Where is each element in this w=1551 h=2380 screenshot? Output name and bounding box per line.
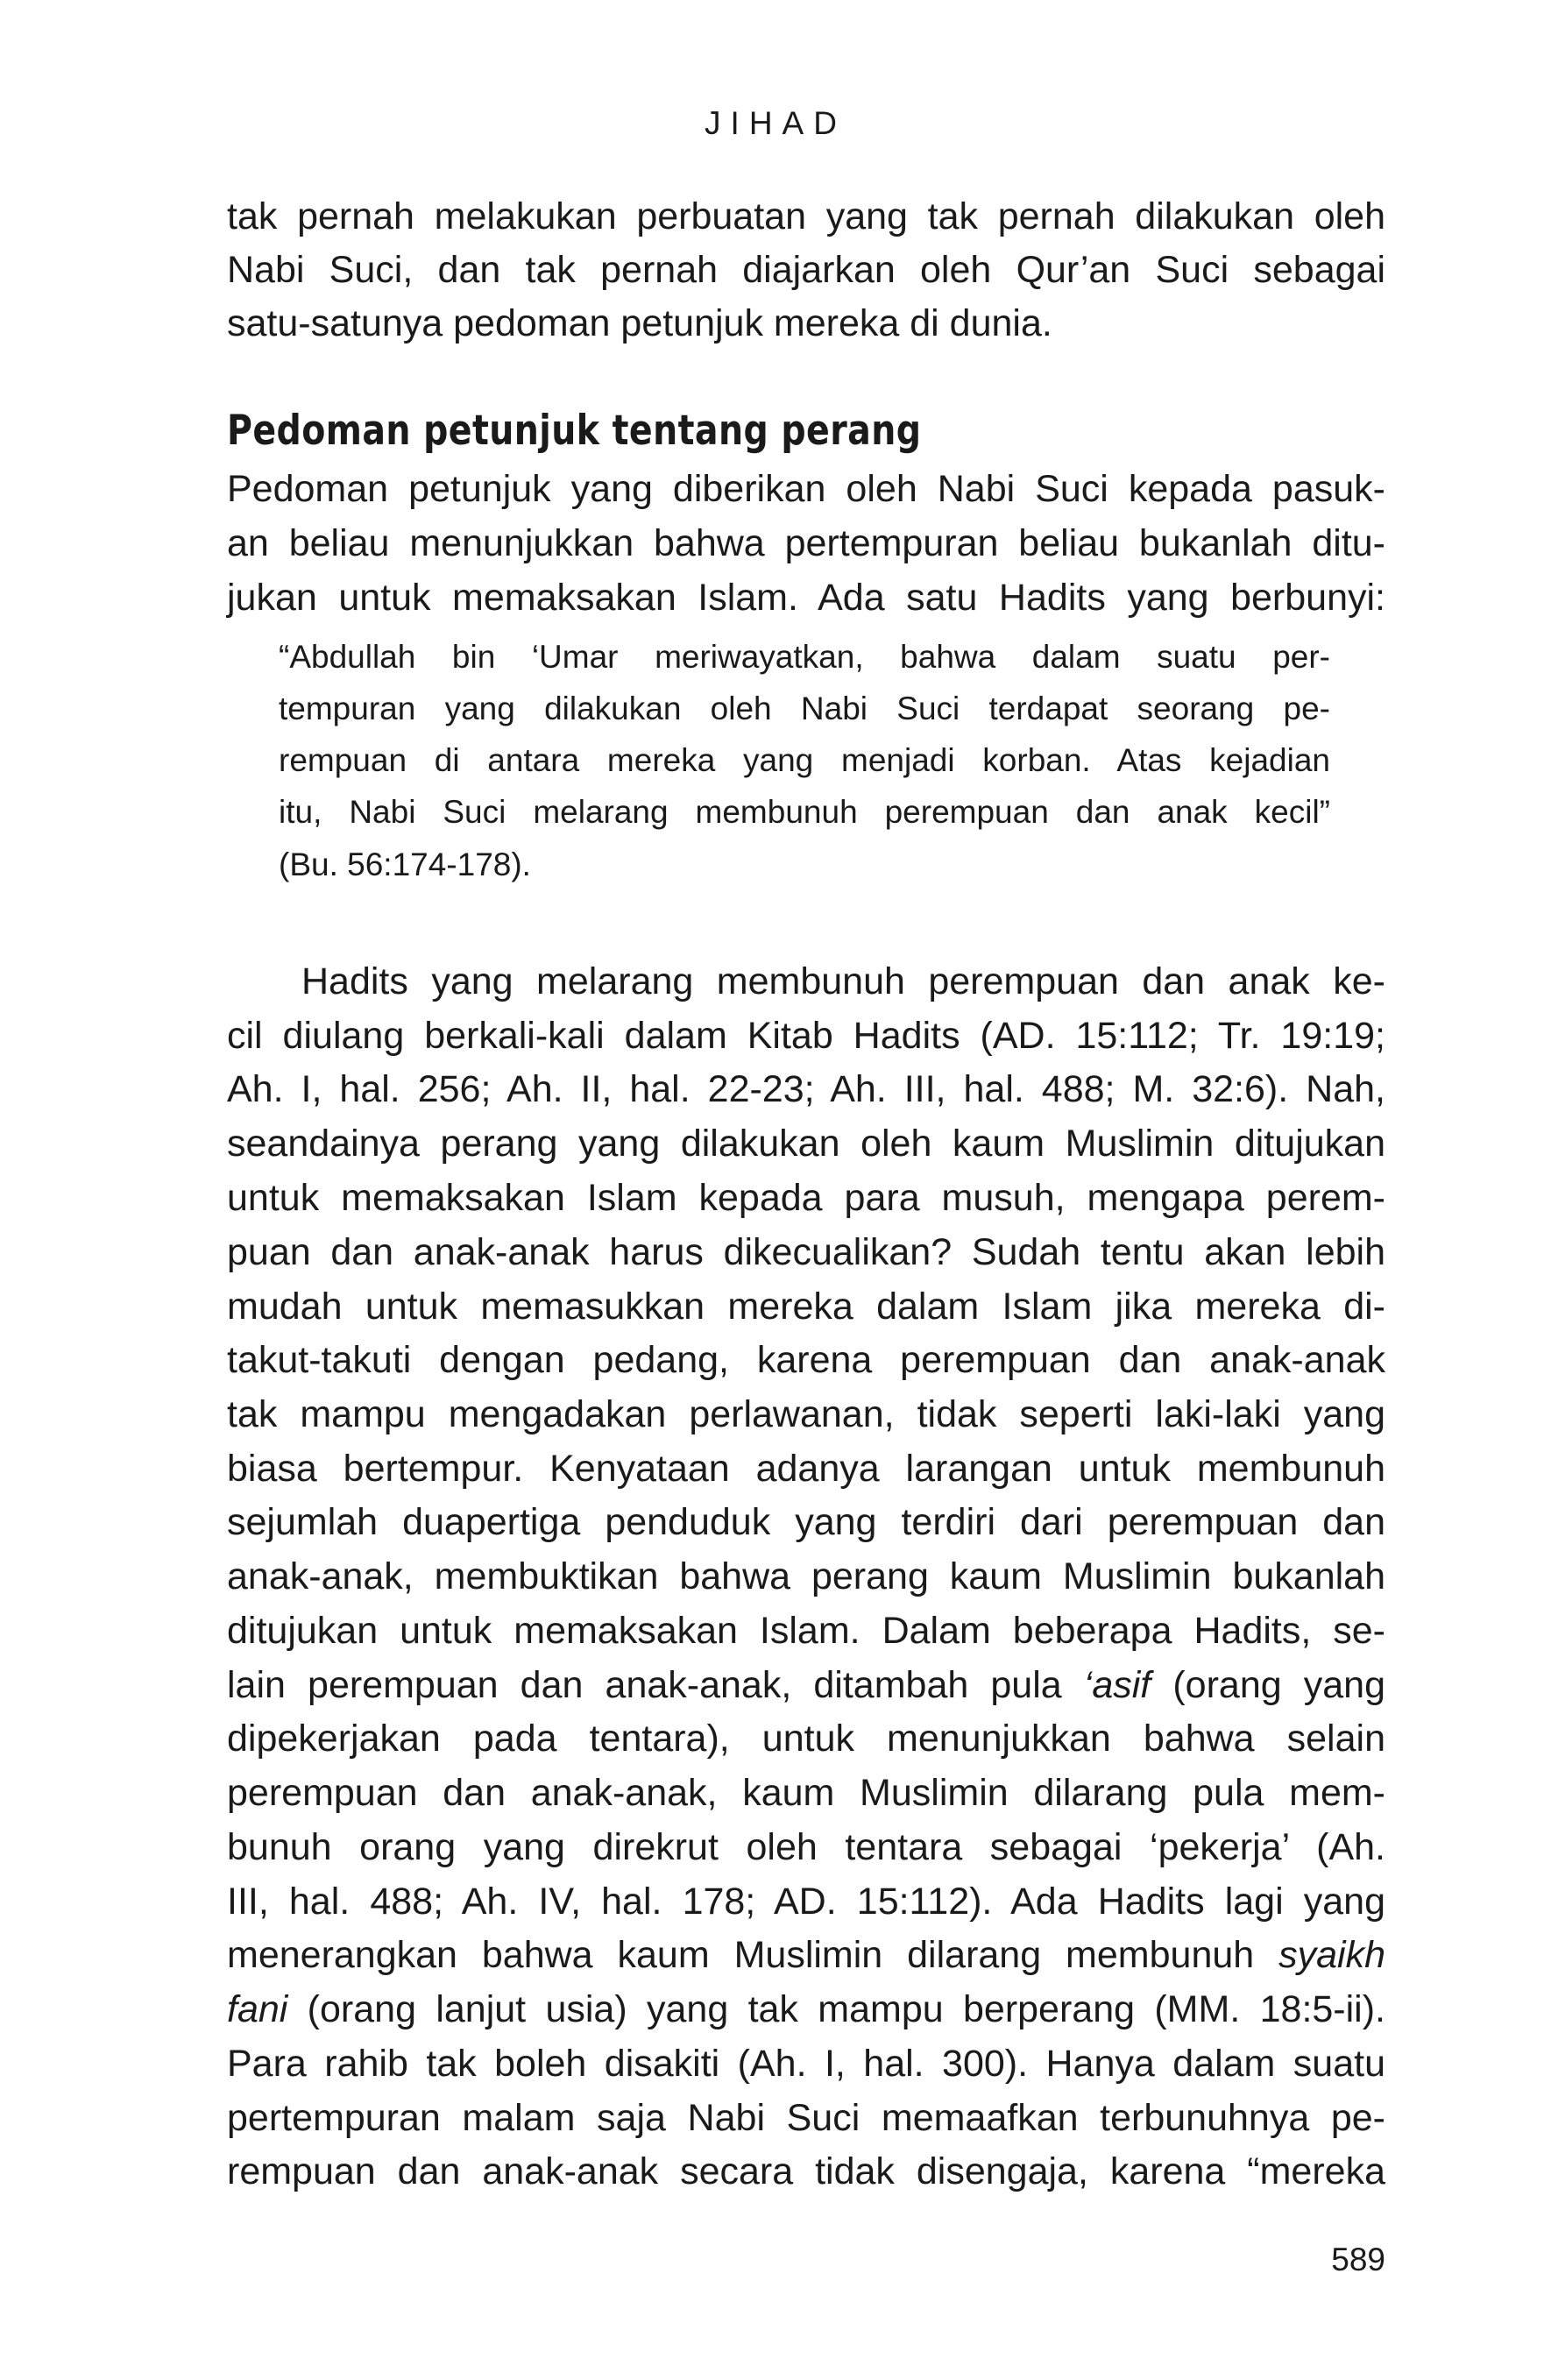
section-line-3: jukan untuk memaksakan Islam. Ada satu Hadits yang berbunyi: [227,577,1385,619]
intro-line-3: satu-satunya pedoman petunjuk mereka di dunia. [227,302,1052,344]
body-line-13: ditujukan untuk memaksakan Islam. Dalam beberapa Hadits, se- [227,1610,1385,1652]
quote-line-5: (Bu. 56:174-178). [279,846,531,882]
body-line-19-before: menerangkan bahwa kaum Muslimin dilarang membunuh [227,1934,1279,1976]
quote-line-4: itu, Nabi Suci melarang membunuh perempuan dan anak kecil” [279,794,1330,830]
running-head: JIHAD [705,105,846,141]
body-line-7: mudah untuk memasukkan mereka dalam Islam jika mereka di- [227,1286,1385,1328]
section-heading: Pedoman petunjuk tentang perang [227,407,922,455]
term-asif: ‘asif [1083,1664,1151,1706]
body-line-17: bunuh orang yang direkrut oleh tentara sebagai ‘pekerja’ (Ah. [227,1826,1385,1868]
body-line-5: untuk memaksakan Islam kepada para musuh, mengapa perem- [227,1177,1385,1219]
body-line-23: rempuan dan anak-anak secara tidak disengaja, karena “mereka [227,2150,1385,2192]
body-line-11: sejumlah duapertiga penduduk yang terdiri dari perempuan dan [227,1501,1385,1543]
intro-line-2: Nabi Suci, dan tak pernah diajarkan oleh Qur’an Suci sebagai [227,249,1385,291]
body-line-10: biasa bertempur. Kenyataan adanya larangan untuk membunuh [227,1448,1385,1490]
body-line-20-after: (orang lanjut usia) yang tak mampu berperang (MM. 18:5-ii). [287,1988,1385,2030]
body-line-8: takut-takuti dengan pedang, karena perempuan dan anak-anak [227,1339,1385,1381]
section-line-2: an beliau menunjukkan bahwa pertempuran beliau bukanlah ditu- [227,522,1385,564]
intro-line-1: tak pernah melakukan perbuatan yang tak pernah dilakukan oleh [227,195,1385,237]
body-line-16: perempuan dan anak-anak, kaum Muslimin dilarang pula mem- [227,1772,1385,1814]
body-line-21: Para rahib tak boleh disakiti (Ah. I, hal. 300). Hanya dalam suatu [227,2043,1385,2085]
body-line-14-after: (orang yang [1151,1664,1385,1706]
body-line-2: cil diulang berkali-kali dalam Kitab Hadits (AD. 15:112; Tr. 19:19; [227,1015,1385,1057]
quote-line-1: “Abdullah bin ‘Umar meriwayatkan, bahwa dalam suatu per- [279,639,1330,675]
quote-line-3: rempuan di antara mereka yang menjadi korban. Atas kejadian [279,742,1330,778]
body-line-12: anak-anak, membuktikan bahwa perang kaum Muslimin bukanlah [227,1555,1385,1597]
body-line-20 [227,1988,1385,2030]
body-line-1: Hadits yang melarang membunuh perempuan dan anak ke- [301,960,1385,1002]
body-line-14-before: lain perempuan dan anak-anak, ditambah pula [227,1664,1084,1706]
body-line-6: puan dan anak-anak harus dikecualikan? Sudah tentu akan lebih [227,1231,1385,1273]
body-line-9: tak mampu mengadakan perlawanan, tidak seperti laki-laki yang [227,1393,1385,1435]
body-line-18: III, hal. 488; Ah. IV, hal. 178; AD. 15:112). Ada Hadits lagi yang [227,1881,1385,1923]
body-line-19 [227,1934,1385,1976]
page-number: 589 [1331,2242,1385,2277]
body-line-15: dipekerjakan pada tentara), untuk menunjukkan bahwa selain [227,1718,1385,1760]
section-line-1: Pedoman petunjuk yang diberikan oleh Nabi Suci kepada pasuk- [227,468,1385,510]
body-line-22: pertempuran malam saja Nabi Suci memaafkan terbunuhnya pe- [227,2097,1385,2139]
quote-line-2: tempuran yang dilakukan oleh Nabi Suci terdapat seorang pe- [279,691,1330,726]
body-line-4: seandainya perang yang dilakukan oleh kaum Muslimin ditujukan [227,1123,1385,1165]
term-fani: fani [227,1988,288,2030]
body-line-3: Ah. I, hal. 256; Ah. II, hal. 22-23; Ah. III, hal. 488; M. 32:6). Nah, [227,1068,1385,1110]
term-syaikh: syaikh [1278,1934,1385,1976]
body-line-14 [227,1664,1385,1706]
